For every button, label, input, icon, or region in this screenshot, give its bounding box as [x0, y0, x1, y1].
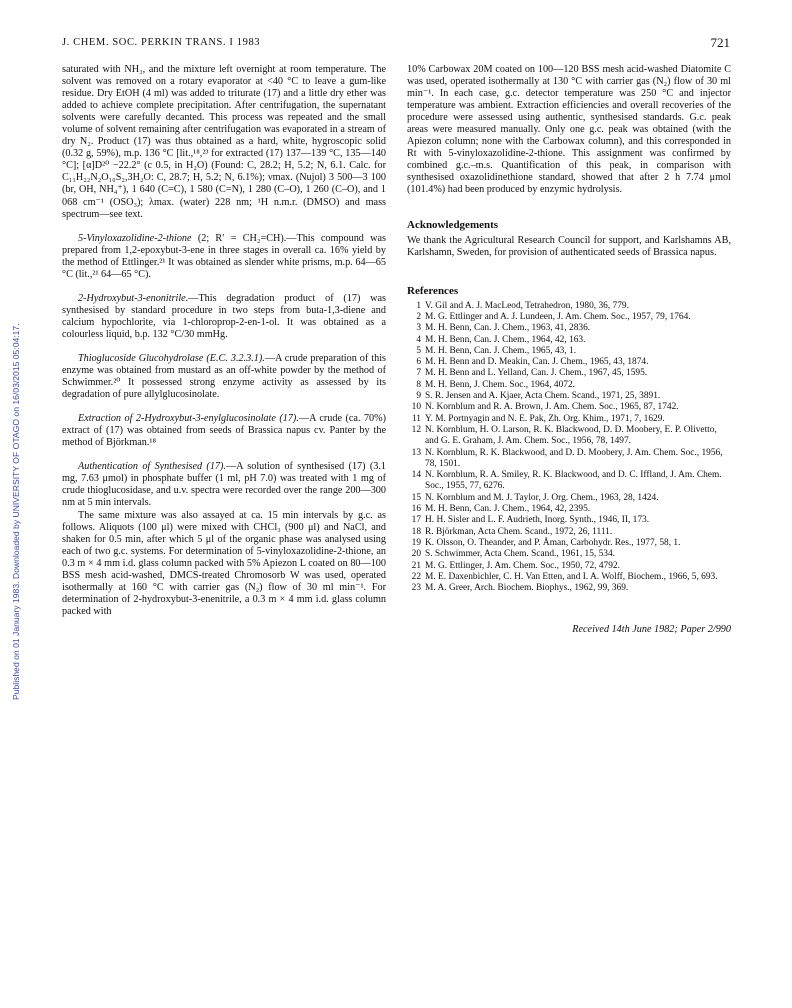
reference-number: 17	[411, 515, 421, 526]
reference-number: 3	[416, 323, 421, 334]
reference-number: 5	[416, 345, 421, 356]
references-heading: References	[407, 284, 459, 297]
paragraph-hydroxybutenonitrile: 2-Hydroxybut-3-enonitrile.—This degradation product of (17) was synthesised by standard procedure in two steps from buta-1,3-diene and calcium hypochlorite, via 1-chloroprop-2-en-1-ol. It was obtained as a colourless liquid, b.p. 132 °C/30 mmHg.	[62, 292, 386, 340]
paragraph-vinyloxazolidinethione: 5-Vinyloxazolidine-2-thione (2; R′ = CH₂=CH).—This compound was prepared from 1,2-epoxybut-3-ene in three stages in overall ca. 16% yield by the method of Ettlinger.²¹ It was obtained as slender white prisms, m.p. 64—65 °C (lit.,²¹ 64—65 °C).	[62, 232, 386, 280]
reference-number: 22	[411, 571, 421, 582]
left-column	[62, 64, 386, 618]
reference-number: 20	[411, 549, 421, 560]
reference-number: 15	[411, 492, 421, 503]
reference-item	[407, 301, 731, 312]
reference-item	[407, 504, 731, 515]
reference-number: 8	[416, 379, 421, 390]
reference-text: M. H. Benn, J. Chem. Soc., 1964, 4072.	[425, 379, 575, 390]
reference-text: N. Kornblum, R. A. Smiley, R. K. Blackwood, and D. C. Iffland, J. Am. Chem. Soc., 1955, 77, 6276.	[425, 470, 722, 492]
paragraph-heading: Authentication of Synthesised (17).	[78, 461, 226, 473]
reference-item	[407, 391, 731, 402]
reference-number: 12	[411, 424, 421, 435]
reference-item	[407, 402, 731, 413]
reference-number: 16	[411, 504, 421, 515]
paragraph-thioglucosidase: Thioglucoside Glucohydrolase (E.C. 3.2.3.1).—A crude preparation of this enzyme was obtained from mustard as an off-white powder by the method of Schwimmer.²⁰ It possessed strong enzyme activity as assessed by its degradation of pure allylglucosinolate.	[62, 352, 386, 401]
reference-item	[407, 572, 731, 583]
paragraph-gc-continuation: 10% Carbowax 20M coated on 100—120 BSS mesh acid-washed Diatomite C was used, operated isothermally at 130 °C with carrier gas (N₂) flow of 30 ml min⁻¹. In each case, g.c. detector temperature was 250 °C and injector temperature was ambient. Extraction efficiencies and overall recoveries of the procedure were assessed using authentic, synthesised standards. G.c. peak areas were measured manually. Only one g.c. peak was obtained (with the Apiezon column; none with the Carbowax column), and this corresponded in Rt with 5-vinyloxazolidine-2-thione. This assignment was confirmed by combined g.c.–m.s. Quantification of this peak, in comparison with synthesised oxazolidinethione standard, showed that after 2 h 7.74 μmol (101.4%) had been produced by enzymic hydrolysis.	[407, 64, 731, 196]
reference-number: 9	[416, 391, 421, 402]
reference-text: S. Schwimmer, Acta Chem. Scand., 1961, 15, 534.	[425, 549, 615, 560]
reference-item	[407, 425, 731, 448]
reference-text: Y. M. Portnyagin and N. E. Pak, Zh. Org. Khim., 1971, 7, 1629.	[425, 413, 665, 424]
reference-text: M. G. Ettlinger and A. J. Lundeen, J. Am. Chem. Soc., 1957, 79, 1764.	[425, 312, 691, 322]
right-column	[407, 64, 731, 636]
reference-item	[407, 346, 731, 357]
page-number: 721	[710, 35, 730, 50]
reference-item	[407, 323, 731, 334]
paper-id: Paper 2/990	[680, 624, 731, 636]
reference-number: 7	[416, 368, 421, 379]
reference-text: M. H. Benn and D. Meakin, Can. J. Chem., 1965, 43, 1874.	[425, 357, 649, 368]
reference-item	[407, 368, 731, 379]
reference-text: M. E. Daxenbichler, C. H. Van Etten, and I. A. Wolff, Biochem., 1966, 5, 693.	[425, 571, 718, 582]
journal-title: J. CHEM. SOC. PERKIN TRANS. I 1983	[62, 37, 261, 48]
reference-text: M. H. Benn, Can. J. Chem., 1964, 42, 163.	[425, 334, 586, 345]
reference-number: 21	[411, 560, 421, 571]
reference-text: M. H. Benn, Can. J. Chem., 1965, 43, 1.	[425, 345, 577, 356]
reference-item	[407, 380, 731, 391]
reference-item	[407, 493, 731, 504]
reference-text: N. Kornblum and R. A. Brown, J. Am. Chem. Soc., 1965, 87, 1742.	[425, 402, 679, 413]
reference-number: 2	[416, 312, 421, 322]
download-watermark	[4, 180, 21, 700]
reference-text: H. H. Sisler and L. F. Audrieth, Inorg. Synth., 1946, II, 173.	[425, 515, 650, 526]
reference-number: 23	[411, 583, 421, 594]
paragraph-extraction: Extraction of 2-Hydroxybut-3-enylglucosinolate (17).—A crude (ca. 70%) extract of (17) was obtained from seeds of Brassica napus cv. Panter by the method of Björkman.¹⁸	[62, 413, 387, 449]
reference-number: 4	[416, 334, 421, 345]
download-note: Published on 01 January 1983. Downloaded by UNIVERSITY OF OTAGO on 16/03/2015 05:04:17.	[11, 323, 21, 700]
reference-item	[407, 538, 731, 549]
reference-number: 1	[416, 300, 421, 311]
reference-item	[407, 312, 731, 323]
references-section	[407, 285, 731, 595]
reference-item	[407, 515, 731, 526]
reference-item	[407, 527, 731, 538]
reference-item	[407, 549, 731, 560]
reference-text: V. Gil and A. J. MacLeod, Tetrahedron, 1980, 36, 779.	[425, 300, 629, 311]
paragraph-heading: 2-Hydroxybut-3-enonitrile.	[78, 292, 189, 304]
reference-item	[407, 414, 731, 425]
reference-text: M. H. Benn and L. Yelland, Can. J. Chem., 1967, 45, 1595.	[425, 368, 648, 379]
reference-number: 13	[411, 447, 421, 458]
paragraph-gc-assay: The same mixture was also assayed at ca. 15 min intervals by g.c. as follows. Aliquots (100 μl) were mixed with CHCl₃ (900 μl) and NaCl, and shaken for 0.5 min, after which 5 μl of the organic phase was analysed using each of two g.c. systems. For determination of 5-vinyloxazolidine-2-thione, an 0.3 m × 4 mm i.d. glass column packed with 5% Apiezon L coated on 80—100 BSS mesh acid-washed, DMCS-treated Chromosorb W was used, operated isothermally at 160 °C with carrier gas (N₂) flow of 30 ml min⁻¹. For determination of 2-hydroxybut-3-enenitrile, a 0.3 m × 4 mm i.d. glass column packed with	[62, 509, 386, 617]
received-date: Received 14th June 1982;	[572, 624, 678, 636]
acknowledgements-text: We thank the Agricultural Research Council for support, and Karlshamns AB, Karlshamn, Sweden, for provision of authenticated seeds of Brassica napus.	[407, 234, 731, 258]
reference-number: 18	[411, 526, 421, 537]
acknowledgements-section	[407, 219, 731, 259]
reference-text: M. H. Benn, Can. J. Chem., 1964, 42, 2395.	[425, 504, 591, 515]
paragraph-heading: Thioglucoside Glucohydrolase (E.C. 3.2.3.1).	[78, 352, 265, 364]
reference-text: N. Kornblum and M. J. Taylor, J. Org. Chem., 1963, 28, 1424.	[425, 492, 659, 503]
paragraph-heading: 5-Vinyloxazolidine-2-thione	[78, 232, 192, 244]
reference-text: N. Kornblum, H. O. Larson, R. K. Blackwood, D. D. Moobery, E. P. Olivetto, and G. E. Graham, J. Am. Chem. Soc., 1956, 78, 1497.	[425, 424, 717, 447]
reference-item	[407, 470, 731, 493]
paragraph-continuation: saturated with NH₃, and the mixture left overnight at room temperature. The solvent was removed on a rotary evaporator at <40 °C to leave a gum-like residue. Dry EtOH (4 ml) was added to triturate (17) and a little dry ether was added to achieve complete precipitation. After centrifugation, the supernatant solvents were carefully decanted. This process was repeated and the small volume of solvent remaining after centrifugation was evaporated in a stream of dry N₂. Product (17) was thus obtained as a hard, white, hygroscopic solid (0.32 g, 59%), m.p. 136 °C [lit.,¹⁸,²³ for extracted (17) 137—139 °C, 135—140 °C]; [α]D²⁰ −22.2° (c 0.5, in H₂O) (Found: C, 28.2; H, 5.2; N, 6.1. Calc. for C₁₁H₂₂N₂O₁₀S₂,3H₂O: C, 28.7; H, 5.2; N, 6.1%); νmax. (Nujol) 3 500—3 100 (br, OH, NH₄⁺), 1 640 (C=C), 1 580 (C=N), 1 280 (C–O), 1 260 (C–O), and 1 068 cm⁻¹ (OSO₃); λmax. (water) 228 nm; ¹H n.m.r. (DMSO) and mass spectrum—see text.	[62, 64, 386, 220]
reference-item	[407, 335, 731, 346]
reference-text: M. H. Benn, Can. J. Chem., 1963, 41, 2836.	[425, 323, 591, 334]
reference-item	[407, 583, 731, 594]
reference-text: R. Björkman, Acta Chem. Scand., 1972, 26, 1111.	[425, 526, 613, 537]
paragraph-authentication: Authentication of Synthesised (17).—A solution of synthesised (17) (3.1 mg, 7.63 μmol) in phosphate buffer (1 ml, pH 7.0) was treated with 1 mg of crude thioglucosidase, and u.v. spectra were recorded over the range 200—300 nm at 5 min intervals.	[62, 461, 386, 509]
reference-item	[407, 357, 731, 368]
reference-item	[407, 448, 731, 471]
paragraph-heading: Extraction of 2-Hydroxybut-3-enylglucosinolate (17).	[78, 413, 299, 425]
acknowledgements-heading: Acknowledgements	[407, 218, 499, 231]
running-header	[62, 37, 730, 53]
reference-number: 6	[416, 357, 421, 368]
reference-text: N. Kornblum, R. K. Blackwood, and D. D. Moobery, J. Am. Chem. Soc., 1956, 78, 1501.	[425, 447, 723, 469]
reference-number: 10	[411, 402, 421, 413]
received-line	[407, 624, 731, 636]
reference-text: S. R. Jensen and A. Kjaer, Acta Chem. Scand., 1971, 25, 3891.	[425, 391, 661, 402]
reference-list	[407, 301, 731, 595]
reference-text: M. A. Greer, Arch. Biochem. Biophys., 1962, 99, 369.	[425, 583, 629, 594]
reference-item	[407, 561, 731, 572]
reference-number: 19	[411, 537, 421, 548]
reference-number: 11	[411, 413, 421, 424]
reference-text: K. Olsson, O. Theander, and P. Åman, Carbohydr. Res., 1977, 58, 1.	[425, 537, 681, 548]
reference-text: M. G. Ettlinger, J. Am. Chem. Soc., 1950, 72, 4792.	[425, 560, 620, 571]
reference-number: 14	[411, 470, 421, 481]
